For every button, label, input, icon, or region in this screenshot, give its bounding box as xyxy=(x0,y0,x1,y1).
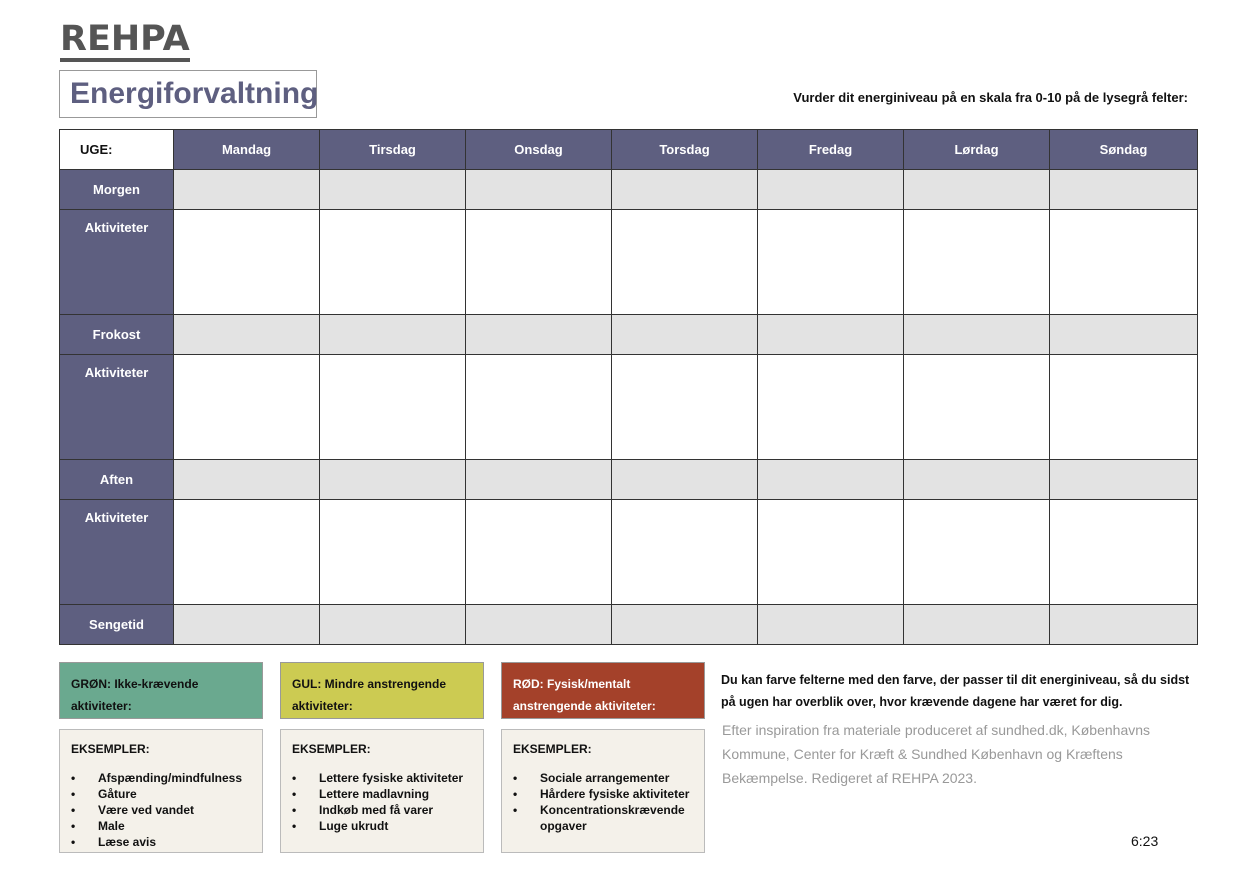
list-item: • Koncentrationskrævende opgaver xyxy=(513,802,693,834)
table-row xyxy=(60,315,1198,355)
day-header-sunday: Søndag xyxy=(1050,130,1198,170)
examples-heading: EKSEMPLER: xyxy=(71,742,150,756)
activity-cell-tuesday[interactable] xyxy=(320,500,466,605)
activity-cell-friday[interactable] xyxy=(758,500,904,605)
row-label-aktiviteter: Aktiviteter xyxy=(60,500,174,605)
credit-text: Efter inspiration fra materiale produceret af sundhed.dk, Københavns Kommune, Center for Kræft & Sundhed København og Kræftens Bekæmpelse. Redigeret af REHPA 2023. xyxy=(722,722,1151,786)
examples-yellow xyxy=(280,729,484,853)
color-instruction-note: Du kan farve felterne med den farve, der passer til dit energiniveau, så du sidst på ugen har overblik over, hvor krævende dagene har været for dig. xyxy=(721,673,1190,709)
activity-cell-sunday[interactable] xyxy=(1050,500,1198,605)
list-item: • Lettere fysiske aktiviteter xyxy=(292,770,472,786)
list-item: • Gåture xyxy=(71,786,251,802)
week-cell[interactable]: UGE: xyxy=(60,130,174,170)
activity-cell-monday[interactable] xyxy=(174,355,320,460)
row-label-sengetid: Sengetid xyxy=(60,605,174,645)
activity-cell-monday[interactable] xyxy=(174,210,320,315)
table-row xyxy=(60,605,1198,645)
energy-level-cell-thursday[interactable] xyxy=(612,315,758,355)
energy-level-cell-tuesday[interactable] xyxy=(320,460,466,500)
category-red: RØD: Fysisk/mentalt anstrengende aktiviteter: xyxy=(501,662,705,719)
activity-cell-saturday[interactable] xyxy=(904,355,1050,460)
table-row xyxy=(60,355,1198,460)
energy-level-cell-wednesday[interactable] xyxy=(466,605,612,645)
row-label-aktiviteter: Aktiviteter xyxy=(60,355,174,460)
energy-level-cell-saturday[interactable] xyxy=(904,315,1050,355)
energy-level-cell-sunday[interactable] xyxy=(1050,460,1198,500)
list-item: • Læse avis xyxy=(71,834,251,850)
energy-level-cell-sunday[interactable] xyxy=(1050,170,1198,210)
day-header-tuesday: Tirsdag xyxy=(320,130,466,170)
rehpa-logo: REHPA xyxy=(60,20,190,62)
activity-cell-thursday[interactable] xyxy=(612,355,758,460)
examples-list-yellow xyxy=(292,770,472,834)
activity-cell-thursday[interactable] xyxy=(612,500,758,605)
activity-cell-friday[interactable] xyxy=(758,210,904,315)
activity-cell-friday[interactable] xyxy=(758,355,904,460)
day-header-friday: Fredag xyxy=(758,130,904,170)
day-header-saturday: Lørdag xyxy=(904,130,1050,170)
list-item: • Være ved vandet xyxy=(71,802,251,818)
energy-level-cell-saturday[interactable] xyxy=(904,605,1050,645)
list-item: • Hårdere fysiske aktiviteter xyxy=(513,786,693,802)
activity-cell-saturday[interactable] xyxy=(904,210,1050,315)
page-number: 6:23 xyxy=(1131,833,1159,849)
list-item: • Indkøb med få varer xyxy=(292,802,472,818)
energy-level-cell-thursday[interactable] xyxy=(612,605,758,645)
examples-red xyxy=(501,729,705,853)
energy-level-cell-wednesday[interactable] xyxy=(466,170,612,210)
list-item: • Lettere madlavning xyxy=(292,786,472,802)
energy-level-cell-thursday[interactable] xyxy=(612,460,758,500)
energy-level-cell-friday[interactable] xyxy=(758,170,904,210)
activity-cell-wednesday[interactable] xyxy=(466,355,612,460)
list-item: • Male xyxy=(71,818,251,834)
activity-cell-tuesday[interactable] xyxy=(320,210,466,315)
energy-level-cell-friday[interactable] xyxy=(758,315,904,355)
activity-cell-sunday[interactable] xyxy=(1050,210,1198,315)
energy-level-cell-saturday[interactable] xyxy=(904,170,1050,210)
activity-cell-monday[interactable] xyxy=(174,500,320,605)
energy-schedule-table xyxy=(59,129,1198,645)
energy-level-cell-tuesday[interactable] xyxy=(320,315,466,355)
activity-cell-wednesday[interactable] xyxy=(466,500,612,605)
energy-level-cell-wednesday[interactable] xyxy=(466,460,612,500)
activity-cell-wednesday[interactable] xyxy=(466,210,612,315)
examples-green xyxy=(59,729,263,853)
energy-level-cell-friday[interactable] xyxy=(758,605,904,645)
list-item: • Afspænding/mindfulness xyxy=(71,770,251,786)
table-row xyxy=(60,210,1198,315)
table-row xyxy=(60,170,1198,210)
table-row xyxy=(60,500,1198,605)
table-body xyxy=(60,130,1198,645)
examples-heading: EKSEMPLER: xyxy=(292,742,371,756)
row-label-aften: Aften xyxy=(60,460,174,500)
energy-level-cell-tuesday[interactable] xyxy=(320,605,466,645)
day-header-monday: Mandag xyxy=(174,130,320,170)
energy-level-cell-saturday[interactable] xyxy=(904,460,1050,500)
activity-cell-thursday[interactable] xyxy=(612,210,758,315)
list-item: • Sociale arrangementer xyxy=(513,770,693,786)
instruction-text: Vurder dit energiniveau på en skala fra 0-10 på de lysegrå felter: xyxy=(793,90,1188,105)
energy-level-cell-thursday[interactable] xyxy=(612,170,758,210)
activity-cell-saturday[interactable] xyxy=(904,500,1050,605)
examples-list-red xyxy=(513,770,693,834)
list-item: • Luge ukrudt xyxy=(292,818,472,834)
energy-level-cell-monday[interactable] xyxy=(174,605,320,645)
examples-list-green xyxy=(71,770,251,850)
examples-heading: EKSEMPLER: xyxy=(513,742,592,756)
energy-level-cell-friday[interactable] xyxy=(758,460,904,500)
header-row xyxy=(60,130,1198,170)
day-header-wednesday: Onsdag xyxy=(466,130,612,170)
energy-level-cell-monday[interactable] xyxy=(174,170,320,210)
energy-level-cell-wednesday[interactable] xyxy=(466,315,612,355)
energy-level-cell-sunday[interactable] xyxy=(1050,605,1198,645)
category-yellow: GUL: Mindre anstrengende aktiviteter: xyxy=(280,662,484,719)
title-box xyxy=(59,70,317,118)
day-header-thursday: Torsdag xyxy=(612,130,758,170)
page-title: Energiforvaltning xyxy=(70,77,319,110)
row-label-frokost: Frokost xyxy=(60,315,174,355)
energy-level-cell-monday[interactable] xyxy=(174,315,320,355)
row-label-aktiviteter: Aktiviteter xyxy=(60,210,174,315)
energy-level-cell-sunday[interactable] xyxy=(1050,315,1198,355)
table-row xyxy=(60,460,1198,500)
activity-cell-sunday[interactable] xyxy=(1050,355,1198,460)
category-green: GRØN: Ikke-krævende aktiviteter: xyxy=(59,662,263,719)
energy-level-cell-monday[interactable] xyxy=(174,460,320,500)
activity-cell-tuesday[interactable] xyxy=(320,355,466,460)
row-label-morgen: Morgen xyxy=(60,170,174,210)
energy-level-cell-tuesday[interactable] xyxy=(320,170,466,210)
